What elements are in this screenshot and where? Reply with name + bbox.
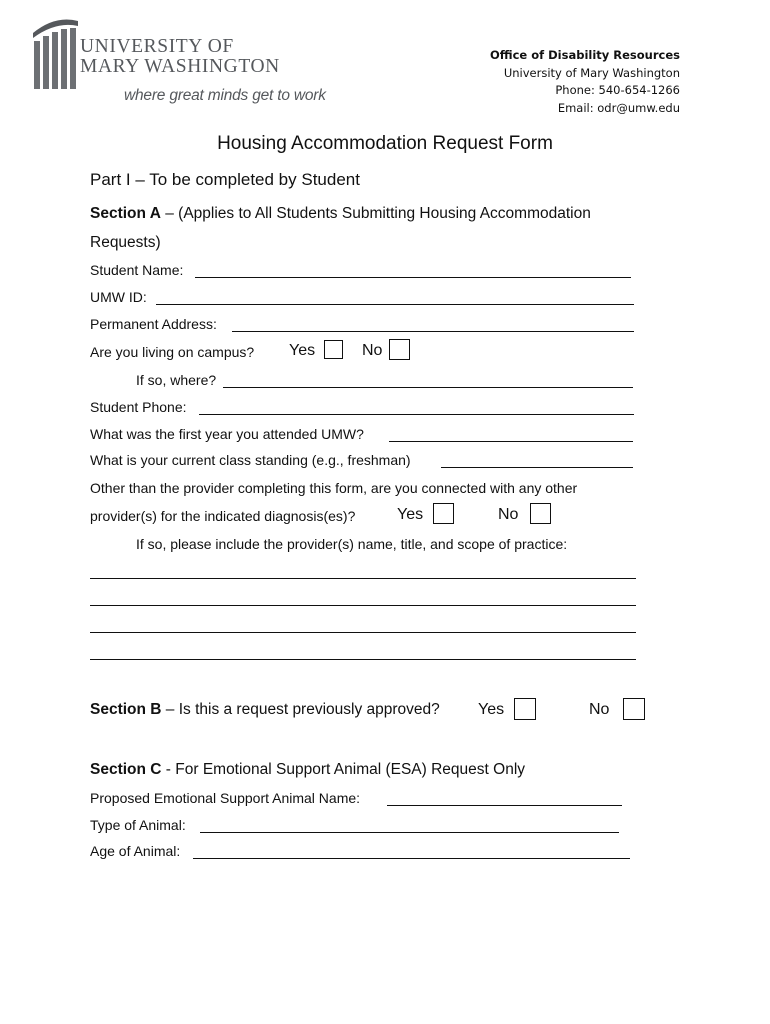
provider-details-label: If so, please include the provider(s) name, title, and scope of practice: xyxy=(136,536,568,552)
logo-mary-washington-text: MARY WASHINGTON xyxy=(80,56,280,77)
logo-university-text: UNIVERSITY OF xyxy=(80,36,234,57)
umw-id-field[interactable] xyxy=(156,291,634,305)
campus-no-checkbox[interactable] xyxy=(389,339,410,360)
building-columns-icon xyxy=(30,15,80,95)
logo-tagline: where great minds get to work xyxy=(124,87,326,104)
section-a-heading xyxy=(90,205,591,223)
first-year-label: What was the first year you attended UMW? xyxy=(90,426,364,442)
campus-no-label: No xyxy=(362,342,383,359)
animal-type-label: Type of Animal: xyxy=(90,817,186,833)
section-c-heading xyxy=(90,761,525,779)
class-standing-label: What is your current class standing (e.g., freshman) xyxy=(90,452,411,468)
provider-no-checkbox[interactable] xyxy=(530,503,551,524)
provider-details-line-1[interactable] xyxy=(90,565,636,579)
campus-yes-checkbox[interactable] xyxy=(324,340,343,359)
provider-no-label: No xyxy=(498,506,519,523)
provider-details-line-4[interactable] xyxy=(90,646,636,660)
approved-no-label: No xyxy=(589,701,610,718)
section-a-desc-continued: Requests) xyxy=(90,234,161,251)
if-so-where-field[interactable] xyxy=(223,374,633,388)
part-one-heading: Part I – To be completed by Student xyxy=(90,170,360,189)
section-b-label: Section B xyxy=(90,701,162,718)
section-c-label: Section C xyxy=(90,761,162,778)
provider-details-line-3[interactable] xyxy=(90,619,636,633)
animal-type-field[interactable] xyxy=(200,819,619,833)
section-a-label: Section A xyxy=(90,205,161,222)
office-title: Office of Disability Resources xyxy=(490,48,680,62)
form-title: Housing Accommodation Request Form xyxy=(217,133,553,154)
permanent-address-label: Permanent Address: xyxy=(90,316,217,332)
section-c-desc: - For Emotional Support Animal (ESA) Request Only xyxy=(161,761,526,778)
provider-yes-label: Yes xyxy=(397,506,424,523)
student-name-label: Student Name: xyxy=(90,262,184,278)
student-name-field[interactable] xyxy=(195,264,631,278)
other-provider-question: Other than the provider completing this form, are you connected with any other xyxy=(90,480,578,496)
campus-yes-label: Yes xyxy=(289,342,316,359)
office-email: Email: odr@umw.edu xyxy=(557,100,680,115)
animal-age-field[interactable] xyxy=(193,845,630,859)
class-standing-field[interactable] xyxy=(441,454,633,468)
animal-name-label: Proposed Emotional Support Animal Name: xyxy=(90,790,361,806)
approved-yes-label: Yes xyxy=(478,701,505,718)
animal-name-field[interactable] xyxy=(387,792,622,806)
student-phone-field[interactable] xyxy=(199,401,634,415)
umw-id-label: UMW ID: xyxy=(90,289,147,305)
living-on-campus-label: Are you living on campus? xyxy=(90,344,255,360)
section-b-heading xyxy=(90,701,440,719)
approved-no-checkbox[interactable] xyxy=(623,698,645,720)
permanent-address-field[interactable] xyxy=(232,318,634,332)
office-phone: Phone: 540-654-1266 xyxy=(555,83,680,97)
animal-age-label: Age of Animal: xyxy=(90,843,181,859)
section-b-question: – Is this a request previously approved? xyxy=(161,701,440,718)
provider-details-line-2[interactable] xyxy=(90,592,636,606)
first-year-field[interactable] xyxy=(389,428,633,442)
student-phone-label: Student Phone: xyxy=(90,399,187,415)
provider-yes-checkbox[interactable] xyxy=(433,503,454,524)
office-contact-block xyxy=(490,47,680,117)
section-a-desc: – (Applies to All Students Submitting Housing Accommodation xyxy=(160,205,591,222)
approved-yes-checkbox[interactable] xyxy=(514,698,536,720)
other-provider-question-continued: provider(s) for the indicated diagnosis(es)? xyxy=(90,508,356,524)
office-university: University of Mary Washington xyxy=(503,65,680,80)
if-so-where-label: If so, where? xyxy=(136,372,217,388)
